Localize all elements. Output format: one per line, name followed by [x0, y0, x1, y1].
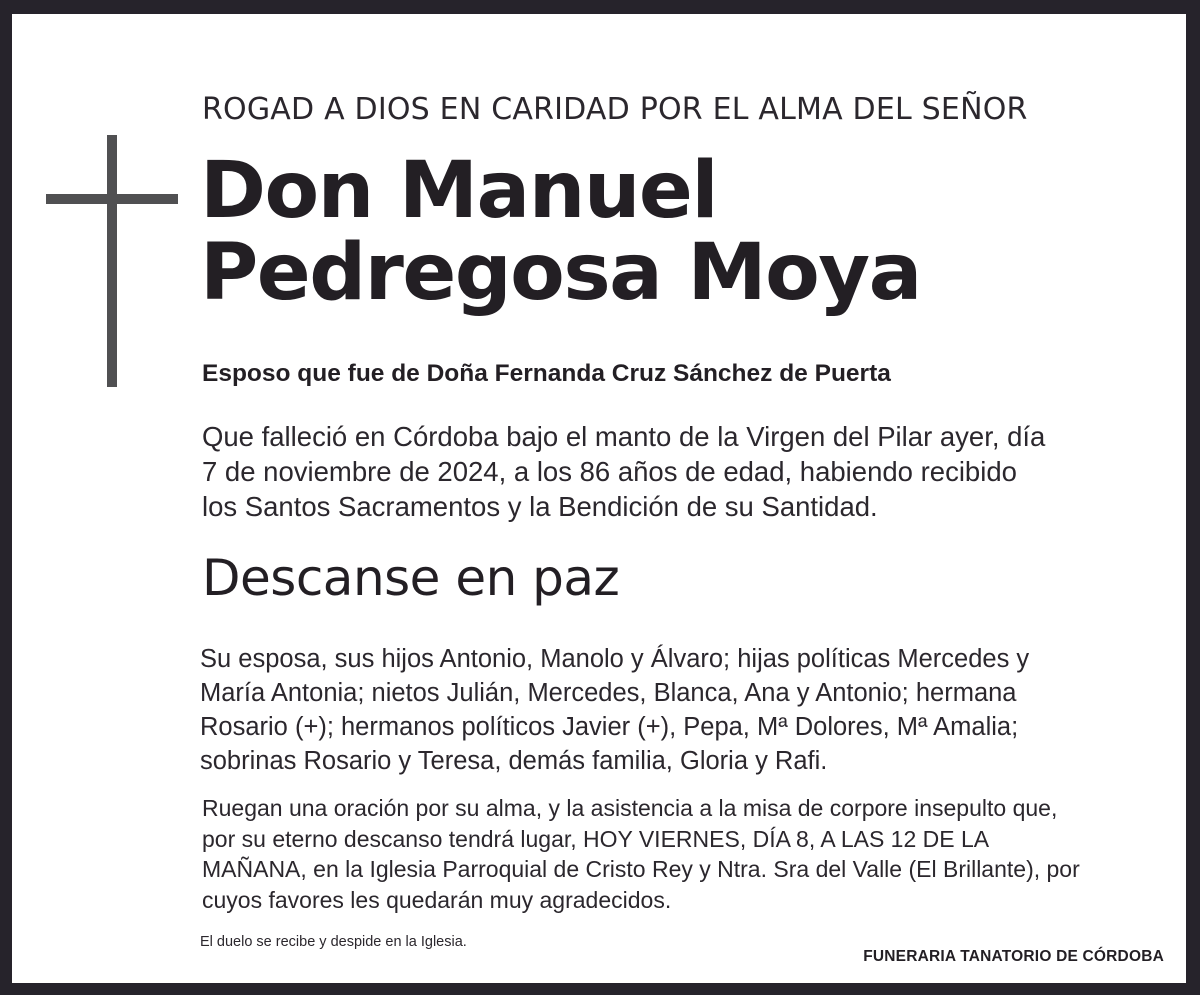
mourning-note: El duelo se recibe y despide en la Iglesia.: [200, 934, 467, 950]
mass-line: por su eterno descanso tendrá lugar, HOY VIERNES, DÍA 8, A LAS 12 DE LA: [202, 825, 990, 852]
deceased-name-line-1: Don Manuel: [200, 146, 718, 236]
family-line: Su esposa, sus hijos Antonio, Manolo y Álvaro; hijas políticas Mercedes y: [200, 645, 1030, 673]
deceased-name: [200, 146, 921, 318]
family-line: sobrinas Rosario y Teresa, demás familia, Gloria y Rafi.: [200, 747, 828, 775]
family-line: María Antonia; nietos Julián, Mercedes, Blanca, Ana y Antonio; hermana: [200, 679, 1017, 707]
obituary-notice: [12, 14, 1186, 983]
mass-line: MAÑANA, en la Iglesia Parroquial de Cristo Rey y Ntra. Sra del Valle (El Brillante), por: [202, 856, 1080, 882]
cross-horizontal-bar: [46, 194, 178, 204]
spouse-line: Esposo que fue de Doña Fernanda Cruz Sánchez de Puerta: [202, 360, 891, 387]
family-list: [200, 642, 1029, 778]
death-line: Que falleció en Córdoba bajo el manto de la Virgen del Pilar ayer, día: [202, 421, 1046, 452]
rest-in-peace-heading: Descanse en paz: [202, 549, 620, 607]
deceased-name-line-2: Pedregosa Moya: [200, 228, 921, 318]
cross-vertical-bar: [107, 135, 117, 387]
mass-line: cuyos favores les quedarán muy agradecidos.: [202, 886, 672, 913]
death-line: 7 de noviembre de 2024, a los 86 años de edad, habiendo recibido: [202, 456, 1017, 487]
intro-heading: ROGAD A DIOS EN CARIDAD POR EL ALMA DEL SEÑOR: [202, 92, 1028, 127]
family-line: Rosario (+); hermanos políticos Javier (+), Pepa, Mª Dolores, Mª Amalia;: [200, 713, 1019, 741]
death-details: [202, 419, 1162, 524]
mass-announcement: [202, 793, 1080, 915]
death-line: los Santos Sacramentos y la Bendición de su Santidad.: [202, 491, 878, 522]
funeral-home-name: FUNERARIA TANATORIO DE CÓRDOBA: [863, 948, 1164, 965]
mass-line: Ruegan una oración por su alma, y la asistencia a la misa de corpore insepulto que,: [202, 795, 1058, 821]
